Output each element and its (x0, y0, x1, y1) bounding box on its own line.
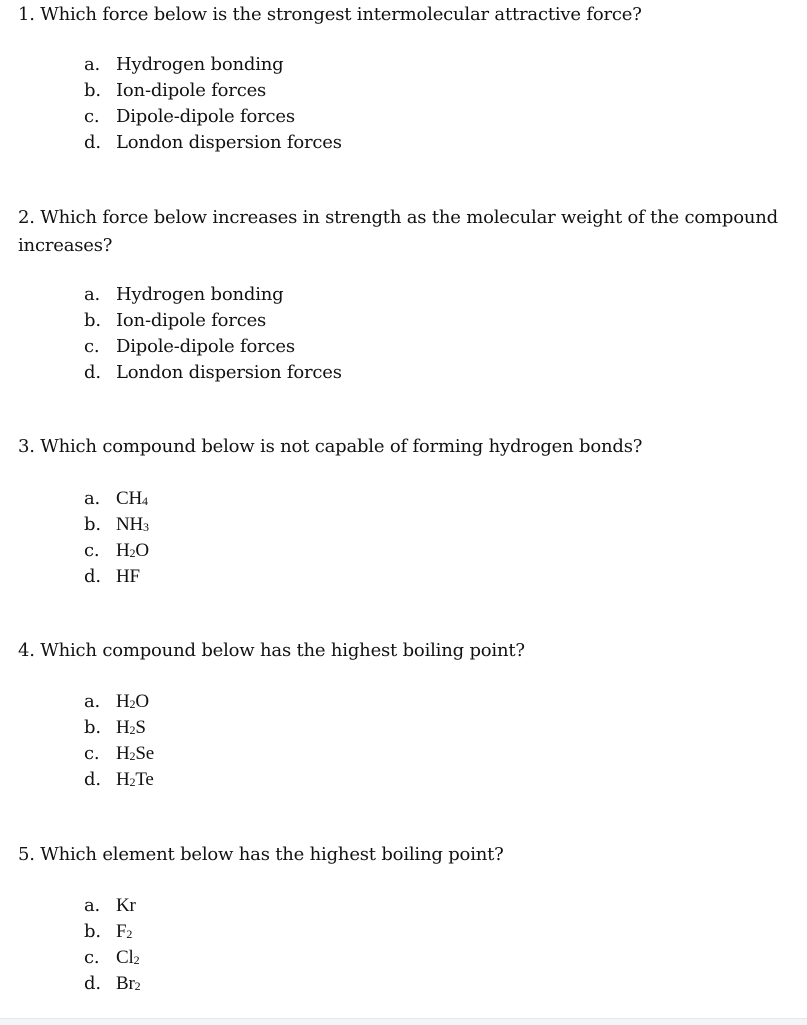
option-5c (84, 945, 140, 971)
option-2a (84, 282, 342, 308)
formula-rest: O (135, 691, 149, 712)
question-1-options (84, 52, 342, 156)
option-text: Ion-dipole forces (116, 80, 267, 101)
option-letter: c. (84, 743, 100, 764)
option-3a (84, 486, 149, 512)
option-letter: d. (84, 362, 101, 383)
option-1a (84, 52, 342, 78)
option-2b (84, 308, 342, 334)
formula-rest: Se (135, 743, 154, 764)
formula-subscript: 3 (143, 520, 149, 534)
formula-base: H (116, 743, 130, 764)
option-1b (84, 78, 342, 104)
formula-base: H (116, 769, 130, 790)
formula-subscript: 2 (129, 697, 136, 711)
option-letter: a. (84, 488, 101, 509)
option-letter: c. (84, 540, 100, 561)
option-letter: b. (84, 921, 101, 942)
formula-base: H (116, 717, 130, 738)
formula-base: F (116, 921, 127, 942)
question-3-options (84, 486, 149, 590)
question-5-text: 5. Which element below has the highest boiling point? (18, 844, 504, 865)
formula-base: HF (116, 566, 140, 587)
question-4-text: 4. Which compound below has the highest boiling point? (18, 640, 525, 661)
option-letter: a. (84, 895, 101, 916)
option-letter: b. (84, 310, 101, 331)
option-text: Dipole-dipole forces (116, 106, 295, 127)
option-text: Dipole-dipole forces (116, 336, 295, 357)
option-5a (84, 893, 140, 919)
formula-subscript: 2 (133, 953, 140, 967)
option-2c (84, 334, 342, 360)
formula-base: H (116, 540, 130, 561)
formula-subscript: 4 (142, 494, 148, 508)
option-letter: c. (84, 106, 100, 127)
formula-base: H (116, 691, 130, 712)
formula-base: Kr (116, 895, 136, 916)
question-2-options (84, 282, 342, 386)
formula-subscript: 2 (126, 927, 133, 941)
question-5-options (84, 893, 140, 997)
option-letter: c. (84, 336, 100, 357)
formula-subscript: 2 (129, 723, 136, 737)
option-text: Ion-dipole forces (116, 310, 267, 331)
option-letter: a. (84, 691, 101, 712)
option-letter: d. (84, 132, 101, 153)
formula-subscript: 2 (129, 775, 136, 789)
question-3-text: 3. Which compound below is not capable of forming hydrogen bonds? (18, 436, 643, 457)
question-2-text: 2. Which force below increases in strength as the molecular weight of the compound increases? (18, 207, 778, 256)
formula-subscript: 2 (134, 979, 141, 993)
option-letter: d. (84, 973, 101, 994)
option-text: Hydrogen bonding (116, 54, 284, 75)
option-letter: b. (84, 80, 101, 101)
option-4c (84, 741, 154, 767)
question-1-text: 1. Which force below is the strongest intermolecular attractive force? (18, 4, 642, 25)
question-4-options (84, 689, 154, 793)
option-2d (84, 360, 342, 386)
option-5d (84, 971, 140, 997)
option-4b (84, 715, 154, 741)
option-4d (84, 767, 154, 793)
formula-base: Cl (116, 947, 134, 968)
option-1c (84, 104, 342, 130)
option-letter: b. (84, 514, 101, 535)
option-4a (84, 689, 154, 715)
formula-base: CH (116, 488, 142, 509)
formula-subscript: 2 (129, 546, 136, 560)
formula-rest: S (135, 717, 146, 738)
option-letter: a. (84, 284, 101, 305)
option-5b (84, 919, 140, 945)
option-letter: d. (84, 769, 101, 790)
option-text: London dispersion forces (116, 132, 342, 153)
option-letter: b. (84, 717, 101, 738)
formula-rest: O (135, 540, 149, 561)
option-text: Hydrogen bonding (116, 284, 284, 305)
option-letter: a. (84, 54, 101, 75)
formula-subscript: 2 (129, 749, 136, 763)
formula-base: Br (116, 973, 135, 994)
option-letter: d. (84, 566, 101, 587)
formula-base: NH (116, 514, 144, 535)
option-3d (84, 564, 149, 590)
option-1d (84, 130, 342, 156)
option-3c (84, 538, 149, 564)
option-letter: c. (84, 947, 100, 968)
formula-rest: Te (135, 769, 154, 790)
option-text: London dispersion forces (116, 362, 342, 383)
option-3b (84, 512, 149, 538)
